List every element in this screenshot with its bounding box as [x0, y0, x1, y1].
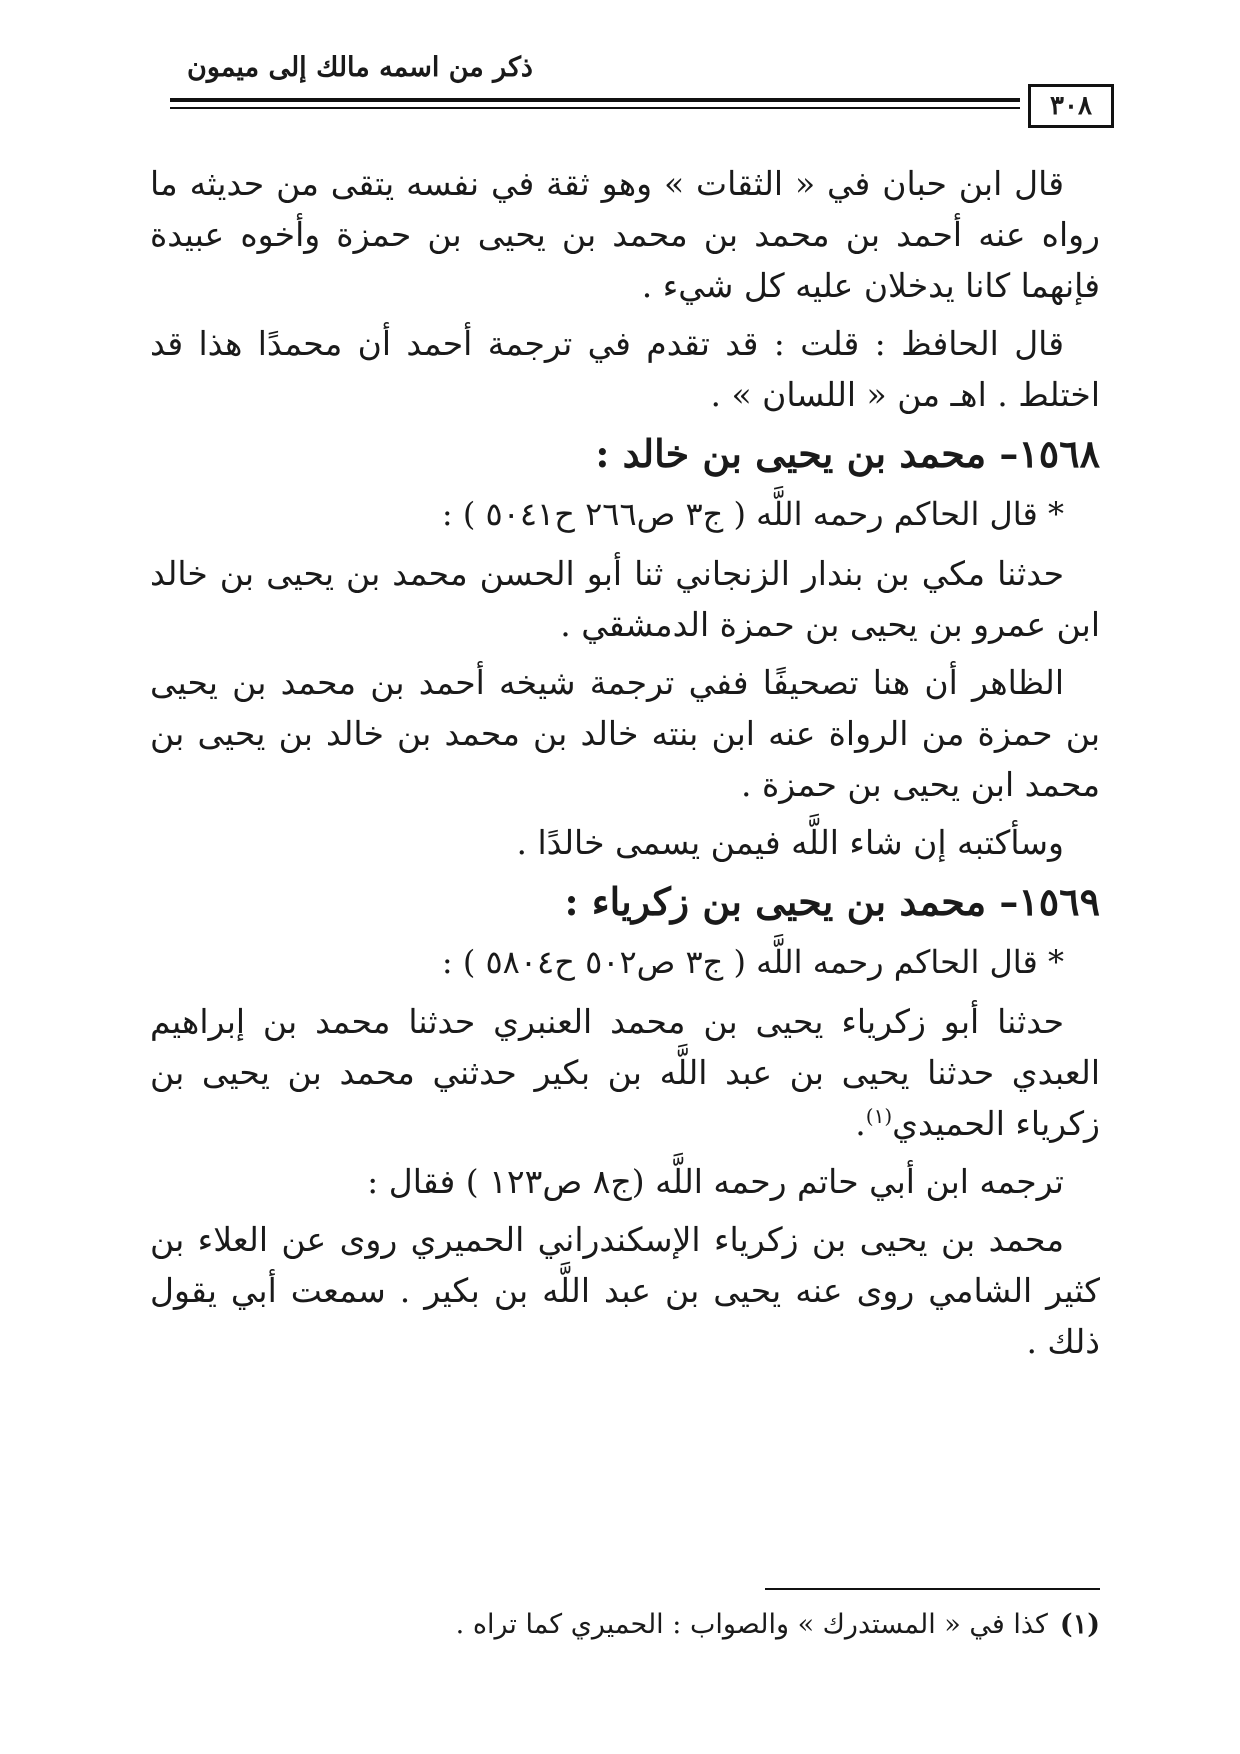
entry-source-1569: * قال الحاكم رحمه اللَّه ( ج٣ ص٥٠٢ ح٥٨٠٤ ) :: [441, 943, 1064, 981]
entry-1569-isnad-text: حدثنا أبو زكرياء يحيى بن محمد العنبري حدثنا محمد بن إبراهيم العبدي حدثنا يحيى بن عبد اللَّه بن بكير حدثني محمد بن يحيى بن زكرياء الحميدي: [150, 1002, 1100, 1143]
entry-1568-isnad: حدثنا مكي بن بندار الزنجاني ثنا أبو الحسن محمد بن يحيى بن خالد ابن عمرو بن يحيى بن حمزة الدمشقي .: [150, 554, 1100, 644]
entry-heading-1568: ١٥٦٨– محمد بن يحيى بن خالد :: [595, 431, 1100, 476]
paragraph-hafiz-note: قال الحافظ : قلت : قد تقدم في ترجمة أحمد أن محمدًا هذا قد اختلط . اهـ من « اللسان » .: [150, 324, 1100, 414]
page-body: [150, 158, 1100, 1374]
footnote: [150, 1605, 1100, 1645]
page-number: ٣٠٨: [1028, 84, 1114, 128]
footnote-separator: [765, 1588, 1100, 1590]
paragraph-ibn-hibban: قال ابن حبان في « الثقات » وهو ثقة في نفسه يتقى من حديثه ما رواه عنه أحمد بن محمد بن محمد بن يحيى بن حمزة وأخوه عبيدة فإنهما كانا يدخلان عليه كل شيء .: [150, 164, 1100, 305]
footnote-mark: (١): [1059, 1609, 1100, 1640]
entry-heading-1569: ١٥٦٩– محمد بن يحيى بن زكرياء :: [564, 879, 1100, 924]
header-rule-thick: [170, 98, 1020, 102]
entry-1569-ibn-abi-hatim: ترجمه ابن أبي حاتم رحمه اللَّه (ج٨ ص١٢٣ ) فقال :: [367, 1162, 1064, 1201]
entry-1569-isnad: [150, 996, 1100, 1149]
entry-1568-note: وسأكتبه إن شاء اللَّه فيمن يسمى خالدًا .: [516, 823, 1064, 862]
footnote-reference[interactable]: (١): [865, 1104, 893, 1128]
entry-source-1568: * قال الحاكم رحمه اللَّه ( ج٣ ص٢٦٦ ح٥٠٤١ ) :: [441, 495, 1064, 533]
entry-1569-isnad-end: .: [855, 1104, 866, 1143]
entry-1569-biography: محمد بن يحيى بن زكرياء الإسكندراني الحميري روى عن العلاء بن كثير الشامي روى عنه يحيى بن عبد اللَّه بن بكير . سمعت أبي يقول ذلك .: [150, 1220, 1100, 1361]
footnote-text: كذا في « المستدرك » والصواب : الحميري كما تراه .: [455, 1609, 1048, 1640]
running-header-title: ذكر من اسمه مالك إلى ميمون: [187, 52, 533, 83]
header-rule-thin: [170, 107, 1020, 109]
entry-1568-comment: الظاهر أن هنا تصحيفًا ففي ترجمة شيخه أحمد بن محمد بن يحيى بن حمزة من الرواة عنه ابن بنته خالد بن محمد بن خالد بن يحيى بن محمد ابن يحيى بن حمزة .: [150, 663, 1100, 804]
